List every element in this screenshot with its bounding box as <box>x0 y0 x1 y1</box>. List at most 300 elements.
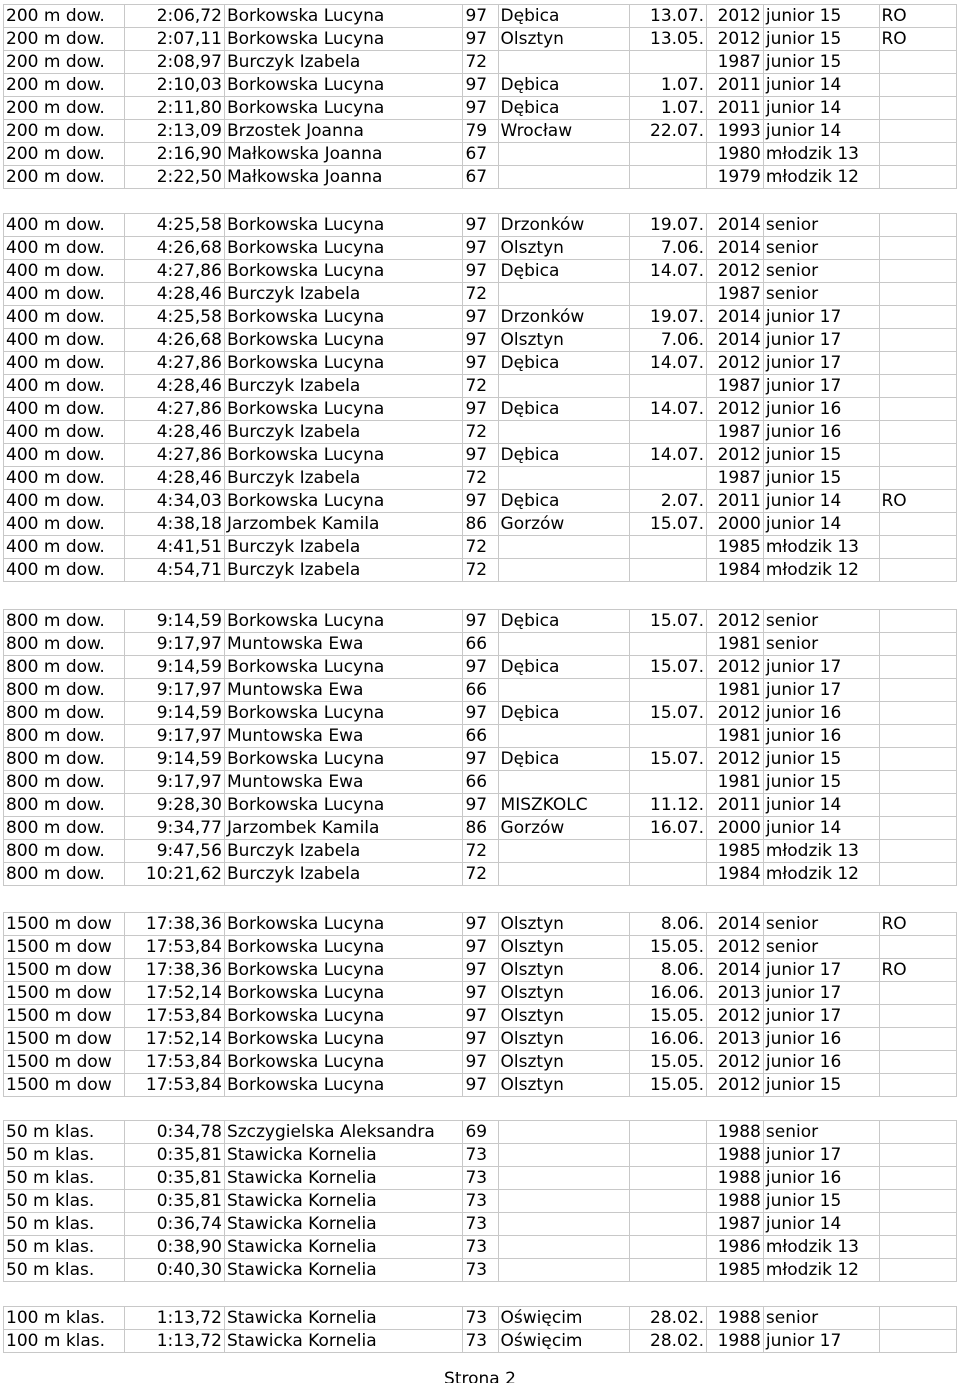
athlete-name-cell: Stawicka Kornelia <box>224 1190 463 1213</box>
record-cell <box>879 1028 957 1051</box>
record-cell <box>879 794 957 817</box>
event-cell: 400 m dow. <box>4 467 125 490</box>
place-cell: Olsztyn <box>498 1028 629 1051</box>
date-cell <box>629 51 706 74</box>
time-cell: 1:13,72 <box>124 1307 224 1330</box>
event-cell: 800 m dow. <box>4 771 125 794</box>
year-cell: 2012 <box>707 28 764 51</box>
event-cell: 800 m dow. <box>4 702 125 725</box>
table-row <box>4 467 957 490</box>
date-cell: 28.02. <box>629 1330 706 1353</box>
date-cell <box>629 143 706 166</box>
time-cell: 4:25,58 <box>124 214 224 237</box>
event-cell: 400 m dow. <box>4 444 125 467</box>
date-cell: 13.05. <box>629 28 706 51</box>
category-cell: junior 14 <box>763 1213 879 1236</box>
year-cell: 1993 <box>707 120 764 143</box>
event-cell: 1500 m dow <box>4 1074 125 1097</box>
category-cell: junior 17 <box>763 656 879 679</box>
birth-year-cell: 72 <box>463 536 498 559</box>
table-row <box>4 1259 957 1282</box>
results-group <box>3 1120 957 1282</box>
time-cell: 9:14,59 <box>124 656 224 679</box>
event-cell: 800 m dow. <box>4 817 125 840</box>
year-cell: 1987 <box>707 421 764 444</box>
birth-year-cell: 86 <box>463 513 498 536</box>
time-cell: 4:38,18 <box>124 513 224 536</box>
category-cell: senior <box>763 283 879 306</box>
category-cell: młodzik 13 <box>763 840 879 863</box>
place-cell <box>498 633 629 656</box>
event-cell: 200 m dow. <box>4 97 125 120</box>
category-cell: senior <box>763 610 879 633</box>
results-group <box>3 213 957 582</box>
birth-year-cell: 72 <box>463 421 498 444</box>
place-cell: Dębica <box>498 398 629 421</box>
time-cell: 4:27,86 <box>124 260 224 283</box>
event-cell: 400 m dow. <box>4 398 125 421</box>
place-cell <box>498 283 629 306</box>
place-cell <box>498 1213 629 1236</box>
birth-year-cell: 97 <box>463 398 498 421</box>
year-cell: 2011 <box>707 74 764 97</box>
time-cell: 1:13,72 <box>124 1330 224 1353</box>
time-cell: 0:40,30 <box>124 1259 224 1282</box>
time-cell: 17:53,84 <box>124 936 224 959</box>
event-cell: 200 m dow. <box>4 120 125 143</box>
date-cell <box>629 1190 706 1213</box>
record-cell <box>879 329 957 352</box>
date-cell <box>629 375 706 398</box>
category-cell: junior 15 <box>763 748 879 771</box>
place-cell <box>498 1236 629 1259</box>
record-cell: RO <box>879 913 957 936</box>
athlete-name-cell: Burczyk Izabela <box>224 536 463 559</box>
birth-year-cell: 97 <box>463 28 498 51</box>
year-cell: 1980 <box>707 143 764 166</box>
time-cell: 4:34,03 <box>124 490 224 513</box>
year-cell: 2013 <box>707 1028 764 1051</box>
date-cell <box>629 467 706 490</box>
category-cell: junior 14 <box>763 513 879 536</box>
birth-year-cell: 97 <box>463 702 498 725</box>
record-cell <box>879 1005 957 1028</box>
athlete-name-cell: Burczyk Izabela <box>224 283 463 306</box>
athlete-name-cell: Stawicka Kornelia <box>224 1307 463 1330</box>
place-cell <box>498 559 629 582</box>
event-cell: 100 m klas. <box>4 1330 125 1353</box>
time-cell: 4:27,86 <box>124 398 224 421</box>
record-cell <box>879 260 957 283</box>
event-cell: 50 m klas. <box>4 1236 125 1259</box>
record-cell <box>879 633 957 656</box>
time-cell: 0:35,81 <box>124 1167 224 1190</box>
athlete-name-cell: Muntowska Ewa <box>224 725 463 748</box>
time-cell: 17:53,84 <box>124 1074 224 1097</box>
year-cell: 2012 <box>707 1005 764 1028</box>
time-cell: 0:34,78 <box>124 1121 224 1144</box>
athlete-name-cell: Borkowska Lucyna <box>224 748 463 771</box>
athlete-name-cell: Borkowska Lucyna <box>224 74 463 97</box>
year-cell: 2013 <box>707 982 764 1005</box>
time-cell: 17:53,84 <box>124 1051 224 1074</box>
year-cell: 2014 <box>707 214 764 237</box>
athlete-name-cell: Burczyk Izabela <box>224 559 463 582</box>
date-cell: 7.06. <box>629 237 706 260</box>
event-cell: 800 m dow. <box>4 748 125 771</box>
date-cell: 15.05. <box>629 936 706 959</box>
record-cell <box>879 840 957 863</box>
athlete-name-cell: Stawicka Kornelia <box>224 1167 463 1190</box>
athlete-name-cell: Stawicka Kornelia <box>224 1236 463 1259</box>
athlete-name-cell: Borkowska Lucyna <box>224 237 463 260</box>
athlete-name-cell: Muntowska Ewa <box>224 633 463 656</box>
birth-year-cell: 72 <box>463 559 498 582</box>
place-cell: Wrocław <box>498 120 629 143</box>
date-cell <box>629 633 706 656</box>
birth-year-cell: 97 <box>463 936 498 959</box>
year-cell: 1985 <box>707 1259 764 1282</box>
date-cell: 8.06. <box>629 913 706 936</box>
year-cell: 2014 <box>707 306 764 329</box>
event-cell: 400 m dow. <box>4 421 125 444</box>
event-cell: 50 m klas. <box>4 1167 125 1190</box>
event-cell: 200 m dow. <box>4 28 125 51</box>
date-cell <box>629 166 706 189</box>
category-cell: junior 16 <box>763 421 879 444</box>
athlete-name-cell: Borkowska Lucyna <box>224 260 463 283</box>
category-cell: junior 15 <box>763 1190 879 1213</box>
record-cell <box>879 214 957 237</box>
event-cell: 800 m dow. <box>4 679 125 702</box>
record-cell <box>879 725 957 748</box>
birth-year-cell: 66 <box>463 725 498 748</box>
birth-year-cell: 67 <box>463 166 498 189</box>
year-cell: 2000 <box>707 817 764 840</box>
year-cell: 1988 <box>707 1190 764 1213</box>
time-cell: 9:47,56 <box>124 840 224 863</box>
date-cell <box>629 1259 706 1282</box>
table-row <box>4 679 957 702</box>
year-cell: 1987 <box>707 375 764 398</box>
category-cell: junior 16 <box>763 702 879 725</box>
date-cell: 1.07. <box>629 97 706 120</box>
results-table <box>3 1120 957 1282</box>
record-cell <box>879 1307 957 1330</box>
place-cell <box>498 1259 629 1282</box>
table-row <box>4 536 957 559</box>
athlete-name-cell: Borkowska Lucyna <box>224 97 463 120</box>
time-cell: 0:38,90 <box>124 1236 224 1259</box>
table-row <box>4 1005 957 1028</box>
time-cell: 2:16,90 <box>124 143 224 166</box>
table-row <box>4 1144 957 1167</box>
year-cell: 2012 <box>707 1074 764 1097</box>
record-cell <box>879 143 957 166</box>
event-cell: 800 m dow. <box>4 794 125 817</box>
athlete-name-cell: Burczyk Izabela <box>224 467 463 490</box>
place-cell: Dębica <box>498 74 629 97</box>
category-cell: junior 17 <box>763 352 879 375</box>
event-cell: 50 m klas. <box>4 1213 125 1236</box>
time-cell: 4:41,51 <box>124 536 224 559</box>
event-cell: 400 m dow. <box>4 375 125 398</box>
event-cell: 800 m dow. <box>4 610 125 633</box>
record-cell <box>879 1121 957 1144</box>
record-cell <box>879 771 957 794</box>
birth-year-cell: 73 <box>463 1259 498 1282</box>
birth-year-cell: 72 <box>463 467 498 490</box>
event-cell: 800 m dow. <box>4 863 125 886</box>
table-row <box>4 1236 957 1259</box>
year-cell: 2000 <box>707 513 764 536</box>
time-cell: 17:52,14 <box>124 982 224 1005</box>
record-cell <box>879 1167 957 1190</box>
category-cell: junior 15 <box>763 444 879 467</box>
record-cell <box>879 536 957 559</box>
category-cell: junior 15 <box>763 51 879 74</box>
birth-year-cell: 67 <box>463 143 498 166</box>
time-cell: 9:34,77 <box>124 817 224 840</box>
event-cell: 800 m dow. <box>4 725 125 748</box>
category-cell: junior 14 <box>763 817 879 840</box>
place-cell: Dębica <box>498 5 629 28</box>
event-cell: 400 m dow. <box>4 283 125 306</box>
record-cell <box>879 610 957 633</box>
results-table <box>3 213 957 582</box>
time-cell: 9:28,30 <box>124 794 224 817</box>
time-cell: 2:10,03 <box>124 74 224 97</box>
year-cell: 2012 <box>707 610 764 633</box>
date-cell: 8.06. <box>629 959 706 982</box>
table-row <box>4 702 957 725</box>
table-row <box>4 1028 957 1051</box>
place-cell: Olsztyn <box>498 959 629 982</box>
record-cell: RO <box>879 28 957 51</box>
year-cell: 1986 <box>707 1236 764 1259</box>
event-cell: 400 m dow. <box>4 536 125 559</box>
birth-year-cell: 97 <box>463 1051 498 1074</box>
record-cell <box>879 375 957 398</box>
category-cell: młodzik 12 <box>763 166 879 189</box>
date-cell: 15.05. <box>629 1005 706 1028</box>
record-cell <box>879 237 957 260</box>
date-cell: 16.07. <box>629 817 706 840</box>
record-cell <box>879 166 957 189</box>
record-cell <box>879 513 957 536</box>
table-row <box>4 120 957 143</box>
record-cell <box>879 97 957 120</box>
category-cell: junior 17 <box>763 959 879 982</box>
date-cell <box>629 536 706 559</box>
time-cell: 17:53,84 <box>124 1005 224 1028</box>
date-cell <box>629 1167 706 1190</box>
table-row <box>4 513 957 536</box>
record-cell <box>879 863 957 886</box>
birth-year-cell: 73 <box>463 1213 498 1236</box>
place-cell: Olsztyn <box>498 913 629 936</box>
event-cell: 50 m klas. <box>4 1144 125 1167</box>
category-cell: senior <box>763 913 879 936</box>
place-cell <box>498 421 629 444</box>
athlete-name-cell: Stawicka Kornelia <box>224 1213 463 1236</box>
table-row <box>4 74 957 97</box>
year-cell: 1985 <box>707 536 764 559</box>
table-row <box>4 5 957 28</box>
year-cell: 1987 <box>707 467 764 490</box>
time-cell: 9:17,97 <box>124 633 224 656</box>
time-cell: 9:14,59 <box>124 702 224 725</box>
athlete-name-cell: Borkowska Lucyna <box>224 1051 463 1074</box>
birth-year-cell: 73 <box>463 1307 498 1330</box>
time-cell: 9:17,97 <box>124 679 224 702</box>
place-cell: Oświęcim <box>498 1307 629 1330</box>
table-row <box>4 143 957 166</box>
place-cell <box>498 1121 629 1144</box>
time-cell: 17:38,36 <box>124 913 224 936</box>
place-cell: Dębica <box>498 656 629 679</box>
table-row <box>4 656 957 679</box>
date-cell: 15.07. <box>629 610 706 633</box>
year-cell: 2011 <box>707 97 764 120</box>
date-cell: 11.12. <box>629 794 706 817</box>
place-cell <box>498 771 629 794</box>
athlete-name-cell: Muntowska Ewa <box>224 771 463 794</box>
athlete-name-cell: Borkowska Lucyna <box>224 306 463 329</box>
table-row <box>4 237 957 260</box>
table-row <box>4 283 957 306</box>
event-cell: 400 m dow. <box>4 306 125 329</box>
place-cell: Oświęcim <box>498 1330 629 1353</box>
place-cell <box>498 725 629 748</box>
place-cell <box>498 1190 629 1213</box>
time-cell: 2:11,80 <box>124 97 224 120</box>
place-cell <box>498 536 629 559</box>
time-cell: 4:28,46 <box>124 283 224 306</box>
year-cell: 1988 <box>707 1121 764 1144</box>
birth-year-cell: 97 <box>463 748 498 771</box>
time-cell: 17:38,36 <box>124 959 224 982</box>
athlete-name-cell: Borkowska Lucyna <box>224 702 463 725</box>
record-cell <box>879 467 957 490</box>
place-cell: Olsztyn <box>498 237 629 260</box>
date-cell <box>629 559 706 582</box>
category-cell: junior 14 <box>763 490 879 513</box>
year-cell: 2012 <box>707 702 764 725</box>
record-cell <box>879 1213 957 1236</box>
place-cell: Dębica <box>498 610 629 633</box>
birth-year-cell: 73 <box>463 1236 498 1259</box>
category-cell: junior 14 <box>763 120 879 143</box>
event-cell: 400 m dow. <box>4 214 125 237</box>
birth-year-cell: 79 <box>463 120 498 143</box>
year-cell: 1981 <box>707 771 764 794</box>
birth-year-cell: 97 <box>463 237 498 260</box>
place-cell: Dębica <box>498 702 629 725</box>
table-row <box>4 982 957 1005</box>
table-row <box>4 1190 957 1213</box>
place-cell: Dębica <box>498 490 629 513</box>
event-cell: 800 m dow. <box>4 656 125 679</box>
record-cell: RO <box>879 490 957 513</box>
event-cell: 800 m dow. <box>4 633 125 656</box>
birth-year-cell: 73 <box>463 1167 498 1190</box>
athlete-name-cell: Brzostek Joanna <box>224 120 463 143</box>
record-cell <box>879 1074 957 1097</box>
year-cell: 2014 <box>707 959 764 982</box>
category-cell: junior 14 <box>763 74 879 97</box>
birth-year-cell: 97 <box>463 306 498 329</box>
place-cell: Olsztyn <box>498 982 629 1005</box>
table-row <box>4 329 957 352</box>
record-cell <box>879 1190 957 1213</box>
place-cell <box>498 375 629 398</box>
year-cell: 1984 <box>707 559 764 582</box>
table-row <box>4 421 957 444</box>
table-row <box>4 913 957 936</box>
date-cell: 15.05. <box>629 1051 706 1074</box>
place-cell: Drzonków <box>498 306 629 329</box>
record-cell <box>879 982 957 1005</box>
event-cell: 400 m dow. <box>4 260 125 283</box>
year-cell: 2012 <box>707 5 764 28</box>
category-cell: junior 17 <box>763 329 879 352</box>
record-cell <box>879 444 957 467</box>
table-row <box>4 1121 957 1144</box>
birth-year-cell: 97 <box>463 97 498 120</box>
birth-year-cell: 73 <box>463 1330 498 1353</box>
event-cell: 200 m dow. <box>4 51 125 74</box>
category-cell: junior 16 <box>763 725 879 748</box>
year-cell: 1985 <box>707 840 764 863</box>
event-cell: 50 m klas. <box>4 1259 125 1282</box>
category-cell: junior 15 <box>763 467 879 490</box>
birth-year-cell: 97 <box>463 959 498 982</box>
athlete-name-cell: Borkowska Lucyna <box>224 329 463 352</box>
athlete-name-cell: Borkowska Lucyna <box>224 490 463 513</box>
record-cell <box>879 306 957 329</box>
record-cell <box>879 120 957 143</box>
birth-year-cell: 73 <box>463 1190 498 1213</box>
date-cell: 22.07. <box>629 120 706 143</box>
event-cell: 400 m dow. <box>4 352 125 375</box>
birth-year-cell: 97 <box>463 74 498 97</box>
record-cell <box>879 1236 957 1259</box>
athlete-name-cell: Borkowska Lucyna <box>224 1005 463 1028</box>
birth-year-cell: 72 <box>463 51 498 74</box>
table-row <box>4 936 957 959</box>
category-cell: junior 17 <box>763 1144 879 1167</box>
athlete-name-cell: Muntowska Ewa <box>224 679 463 702</box>
category-cell: młodzik 13 <box>763 143 879 166</box>
table-row <box>4 166 957 189</box>
event-cell: 400 m dow. <box>4 329 125 352</box>
place-cell <box>498 1167 629 1190</box>
record-cell <box>879 352 957 375</box>
year-cell: 2014 <box>707 329 764 352</box>
event-cell: 1500 m dow <box>4 982 125 1005</box>
place-cell <box>498 840 629 863</box>
table-row <box>4 306 957 329</box>
birth-year-cell: 69 <box>463 1121 498 1144</box>
time-cell: 0:35,81 <box>124 1190 224 1213</box>
date-cell <box>629 421 706 444</box>
category-cell: senior <box>763 260 879 283</box>
record-cell <box>879 1259 957 1282</box>
category-cell: junior 14 <box>763 794 879 817</box>
table-row <box>4 1307 957 1330</box>
date-cell <box>629 840 706 863</box>
